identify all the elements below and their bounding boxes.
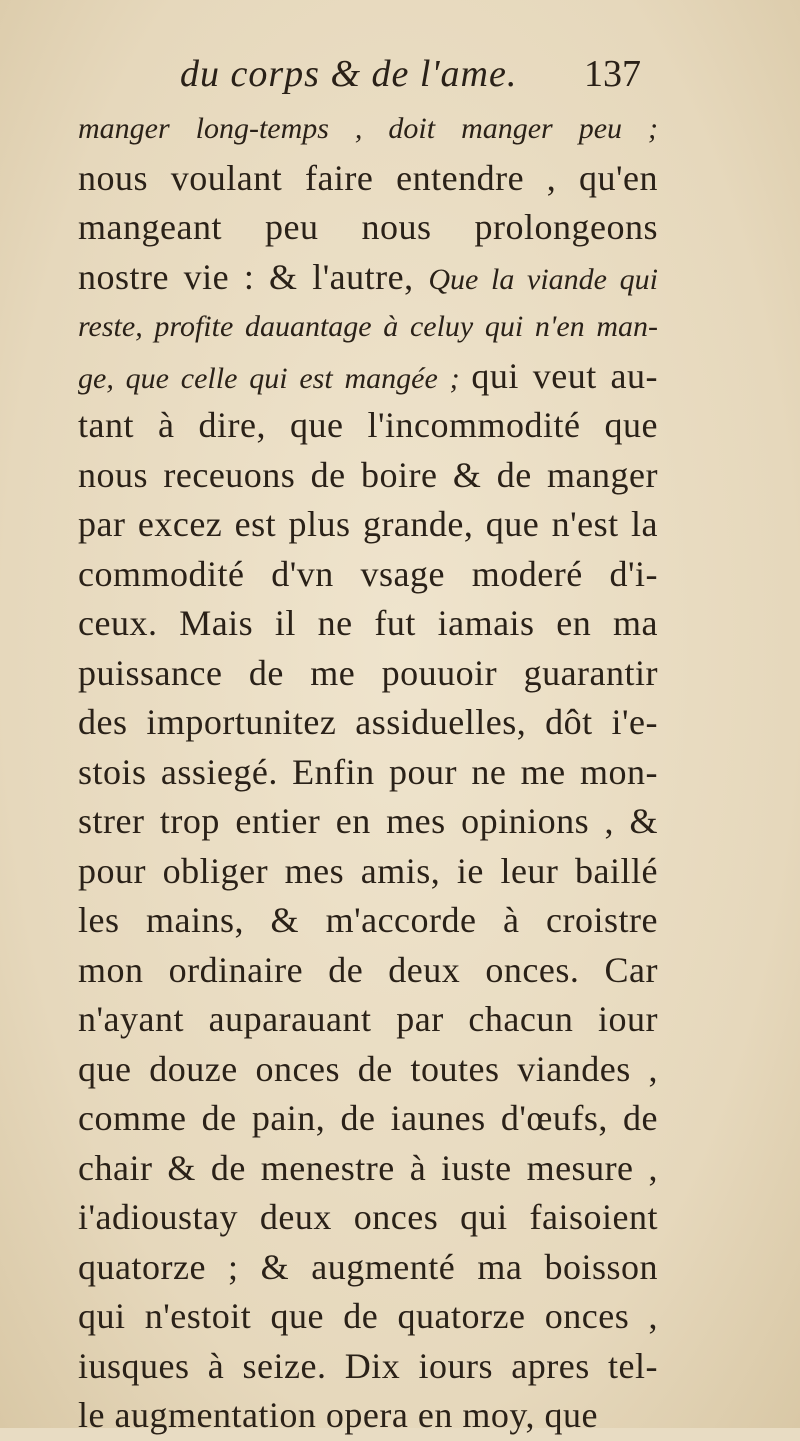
text-line (78, 698, 658, 748)
body-text (78, 104, 658, 1441)
text-line (78, 847, 658, 897)
text-line (78, 946, 658, 996)
italic-segment: manger long-temps , doit manger peu ; (78, 112, 658, 145)
roman-segment: stois assiegé. Enfin pour ne me mon- (78, 751, 658, 792)
roman-segment: que douze onces de toutes viandes , (78, 1048, 658, 1089)
roman-segment: le augmentation opera en moy, que (78, 1395, 598, 1435)
roman-segment: des importunitez assiduelles, dôt i'e- (78, 702, 658, 742)
roman-segment: les mains, & m'accorde à croistre (78, 900, 658, 940)
roman-segment: ceux. Mais il ne fut iamais en ma (78, 603, 658, 643)
text-line (78, 302, 658, 352)
text-line (78, 1144, 658, 1194)
text-line (78, 649, 658, 699)
roman-segment: quatorze ; & augmenté ma boisson (78, 1246, 658, 1287)
roman-segment: qui veut au- (471, 355, 658, 396)
text-line (78, 748, 658, 798)
roman-segment: pour obliger mes amis, ie leur baillé (78, 850, 658, 891)
text-line (78, 1342, 658, 1392)
roman-segment: puissance de me pouuoir guarantir (78, 652, 658, 693)
text-line (78, 797, 658, 847)
text-line (78, 352, 658, 402)
text-line (78, 451, 658, 501)
text-line (78, 550, 658, 600)
roman-segment: iusques à seize. Dix iours apres tel- (78, 1345, 658, 1386)
roman-segment: n'ayant auparauant par chacun iour (78, 999, 658, 1039)
text-line (78, 104, 658, 154)
text-line (78, 401, 658, 451)
text-line (78, 995, 658, 1045)
text-line (78, 1094, 658, 1144)
roman-segment: strer trop entier en mes opinions , & (78, 801, 658, 841)
text-line (78, 1045, 658, 1095)
text-line (78, 599, 658, 649)
roman-segment: nous receuons de boire & de manger (78, 454, 658, 495)
text-line (78, 1391, 658, 1441)
roman-segment: comme de pain, de iaunes d'œufs, de (78, 1098, 658, 1138)
italic-segment: reste, profite dauantage à celuy qui n'en man- (78, 310, 658, 343)
text-line (78, 253, 658, 303)
text-line (78, 1292, 658, 1342)
text-line (78, 203, 658, 253)
text-line (78, 154, 658, 204)
text-line (78, 896, 658, 946)
roman-segment: nostre vie : & l'autre, (78, 256, 429, 297)
page-number: 137 (584, 53, 641, 95)
roman-segment: qui n'estoit que de quatorze onces , (78, 1296, 658, 1336)
italic-segment: ge, que celle qui est mangée ; (78, 361, 472, 395)
text-line (78, 1243, 658, 1293)
roman-segment: tant à dire, que l'incommodité que (78, 405, 658, 445)
roman-segment: mon ordinaire de deux onces. Car (78, 949, 658, 990)
roman-segment: mangeant peu nous prolongeons (78, 207, 658, 247)
roman-segment: chair & de menestre à iuste mesure , (78, 1147, 658, 1188)
roman-segment: commodité d'vn vsage moderé d'i- (78, 553, 658, 594)
roman-segment: par excez est plus grande, que n'est la (78, 504, 658, 544)
running-title: du corps & de l'ame. (180, 53, 518, 95)
italic-segment: Que la viande qui (428, 262, 658, 296)
roman-segment: i'adioustay deux onces qui faisoient (78, 1197, 658, 1237)
roman-segment: nous voulant faire entendre , qu'en (78, 157, 658, 198)
text-line (78, 1193, 658, 1243)
page-header (0, 52, 800, 102)
text-line (78, 500, 658, 550)
